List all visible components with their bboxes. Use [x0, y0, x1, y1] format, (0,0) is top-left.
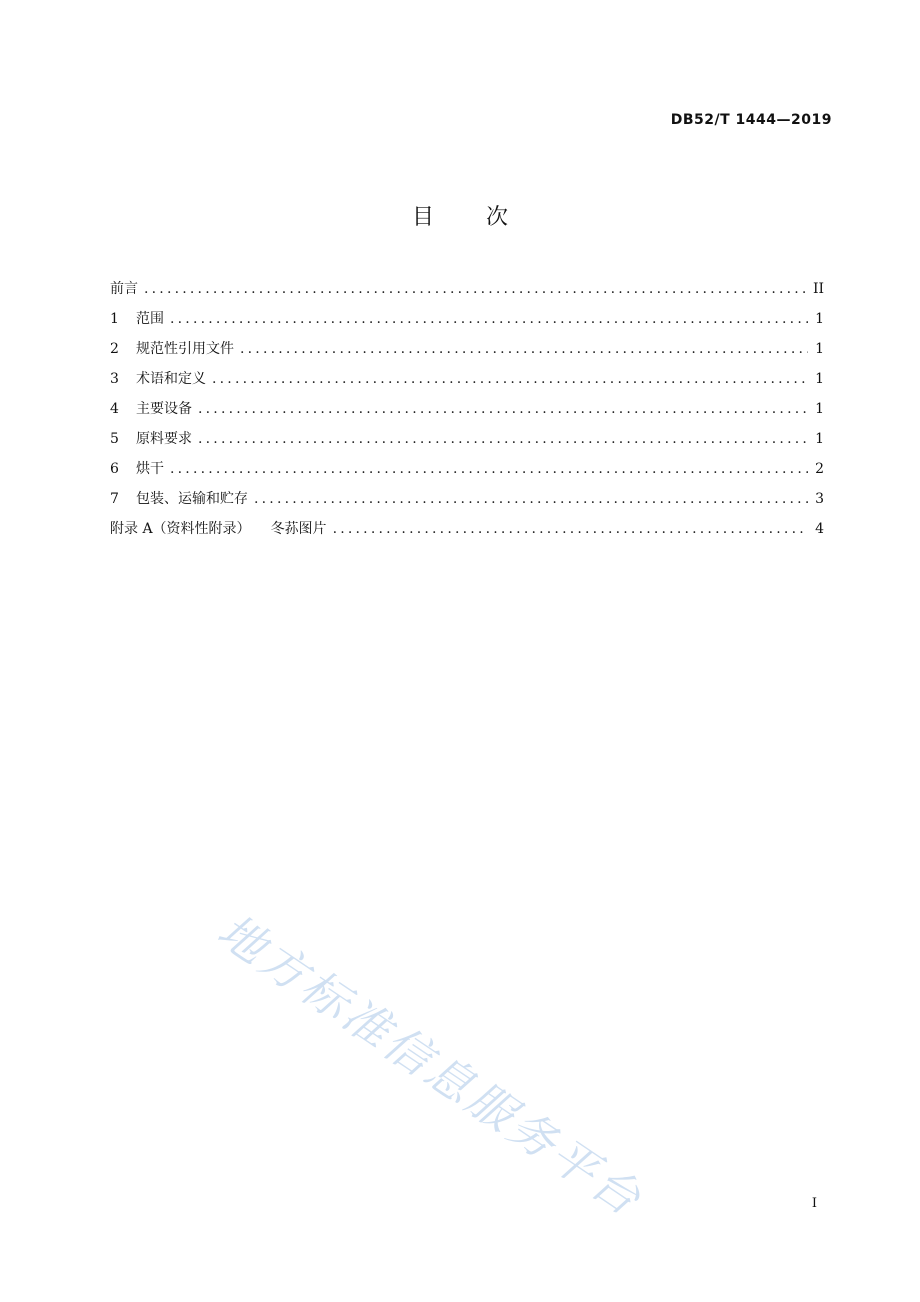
- appendix-label: 附录 A（资料性附录）: [110, 521, 251, 537]
- toc-entry-label: 烘干: [136, 461, 164, 477]
- toc-entry-page: 1: [815, 341, 824, 357]
- toc-entry-packaging[interactable]: [110, 488, 824, 518]
- toc-entry-page: 2: [815, 461, 824, 477]
- toc-title-second-char: 次: [486, 205, 509, 230]
- toc-leader-dots: [240, 338, 808, 360]
- toc-title: [0, 200, 920, 231]
- toc-title-first-char: 目: [411, 205, 434, 230]
- toc-entry-number: 2: [110, 341, 119, 357]
- toc-entry-number: 5: [110, 431, 119, 447]
- toc-entry-page: 1: [815, 371, 824, 387]
- document-code: DB52/T 1444—2019: [670, 112, 832, 128]
- toc-entry-page: 1: [815, 311, 824, 327]
- toc-entry-label: 原料要求: [136, 431, 192, 447]
- toc-entry-appendix-a[interactable]: [110, 518, 824, 548]
- toc-entry-main-equipment[interactable]: [110, 398, 824, 428]
- toc-entry-page: 1: [815, 401, 824, 417]
- toc-entry-normative-references[interactable]: [110, 338, 824, 368]
- toc-entry-number: 6: [110, 461, 119, 477]
- toc-entry-label: 前言: [110, 281, 138, 297]
- appendix-sublabel: 冬荪图片: [270, 521, 327, 537]
- toc-entry-foreword[interactable]: [110, 278, 824, 308]
- toc-entry-label: 主要设备: [136, 401, 192, 417]
- toc-entry-terms-definitions[interactable]: [110, 368, 824, 398]
- toc-entry-label: 包装、运输和贮存: [136, 491, 248, 507]
- toc-entry-scope[interactable]: [110, 308, 824, 338]
- toc-entry-drying[interactable]: [110, 458, 824, 488]
- page-number: I: [811, 1196, 817, 1211]
- toc-leader-dots: [198, 398, 808, 420]
- toc-leader-dots: [333, 518, 808, 540]
- toc-leader-dots: [212, 368, 808, 390]
- toc-entry-number: 7: [110, 491, 119, 507]
- table-of-contents: [110, 278, 824, 548]
- toc-entry-page: 3: [815, 491, 824, 507]
- toc-leader-dots: [254, 488, 808, 510]
- toc-entry-number: 4: [110, 401, 119, 417]
- toc-entry-label: [110, 518, 327, 540]
- watermark-text: 地方标准信息服务平台: [208, 903, 653, 1228]
- toc-leader-dots: [170, 458, 808, 480]
- toc-entry-label: 规范性引用文件: [136, 341, 234, 357]
- toc-entry-number: 3: [110, 371, 119, 387]
- toc-entry-page: II: [812, 281, 824, 297]
- toc-entry-number: 1: [110, 311, 119, 327]
- toc-leader-dots: [144, 278, 807, 300]
- toc-entry-label: 范围: [136, 311, 164, 327]
- toc-entry-raw-material[interactable]: [110, 428, 824, 458]
- toc-leader-dots: [170, 308, 808, 330]
- toc-entry-page: 1: [815, 431, 824, 447]
- toc-entry-label: 术语和定义: [136, 371, 206, 387]
- toc-entry-page: 4: [815, 521, 824, 537]
- toc-leader-dots: [198, 428, 808, 450]
